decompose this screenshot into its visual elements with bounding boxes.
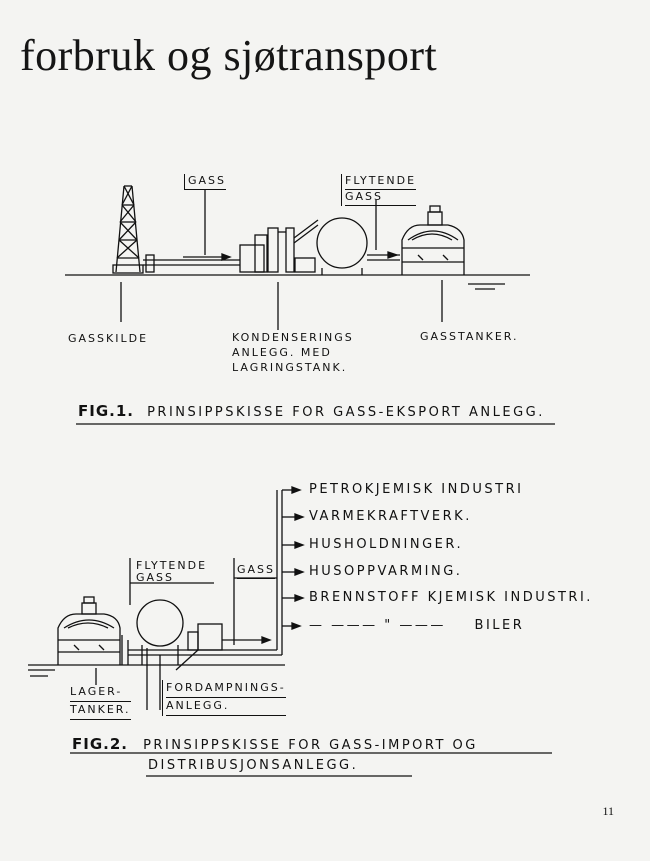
fig2-storage-line-2: TANKER. bbox=[70, 702, 131, 720]
fig2-storage-label bbox=[70, 684, 131, 720]
vaporizer-plant-icon bbox=[188, 624, 222, 650]
fig2-floating-gas-line-1: FLYTENDE bbox=[136, 559, 208, 572]
fig1-condenser-line-2: ANLEGG. MED bbox=[232, 346, 332, 359]
fig1-condenser-label bbox=[232, 330, 354, 375]
fig2-branch-arrows bbox=[282, 487, 303, 629]
fig1-caption bbox=[78, 401, 545, 420]
fig1-floating-gas-line-2: GASS bbox=[345, 190, 416, 206]
fig2-output-petrochem: PETROKJEMISK INDUSTRI bbox=[309, 482, 524, 497]
fig1-gas-label: GASS bbox=[184, 174, 226, 190]
fig2-vaporizer-line-2: ANLEGG. bbox=[166, 698, 286, 716]
fig2-cars-label: BILER bbox=[474, 618, 525, 633]
fig1-floating-gas-line-1: FLYTENDE bbox=[345, 174, 416, 190]
fig2-floating-gas-label bbox=[136, 560, 207, 584]
fig2-caption-text-2: DISTRIBUSJONSANLEGG. bbox=[148, 758, 359, 773]
fig1-caption-text: PRINSIPPSKISSE FOR GASS-EKSPORT ANLEGG. bbox=[147, 405, 545, 420]
fig2-vaporizer-line-1: FORDAMPNINGS- bbox=[166, 680, 286, 698]
fig1-condenser-line-1: KONDENSERINGS bbox=[232, 331, 354, 344]
fig2-output-households: HUSHOLDNINGER. bbox=[309, 537, 464, 552]
fig2-caption-text-1: PRINSIPPSKISSE FOR GASS-IMPORT OG bbox=[143, 738, 478, 753]
fig2-gas-label: GASS bbox=[237, 563, 275, 579]
import-tanker-ship-icon bbox=[58, 597, 128, 665]
fig2-storage-line-1: LAGER- bbox=[70, 684, 131, 702]
fig2-cars-prefix: — ——— " ——— bbox=[309, 618, 446, 633]
fig2-caption-number: FIG.2. bbox=[72, 735, 128, 753]
fig2-output-fuel-chemical: BRENNSTOFF KJEMISK INDUSTRI. bbox=[309, 590, 593, 605]
fig1-floating-gas-label bbox=[341, 174, 416, 206]
page-number: 11 bbox=[602, 804, 614, 818]
fig2-caption bbox=[72, 734, 478, 753]
fig1-tanker-label: GASSTANKER. bbox=[420, 330, 519, 343]
fig1-caption-number: FIG.1. bbox=[78, 402, 134, 420]
fig2-output-cars bbox=[309, 618, 524, 633]
fig2-output-heating: HUSOPPVARMING. bbox=[309, 564, 463, 579]
fig2-output-thermal-power: VARMEKRAFTVERK. bbox=[309, 509, 472, 524]
fig1-condenser-line-3: LAGRINGSTANK. bbox=[232, 361, 348, 374]
fig2-floating-gas-line-2: GASS bbox=[136, 571, 175, 584]
fig1-source-label: GASSKILDE bbox=[68, 332, 149, 345]
page-title: forbruk og sjøtransport bbox=[20, 31, 438, 80]
fig2-vaporizer-label bbox=[162, 680, 286, 716]
